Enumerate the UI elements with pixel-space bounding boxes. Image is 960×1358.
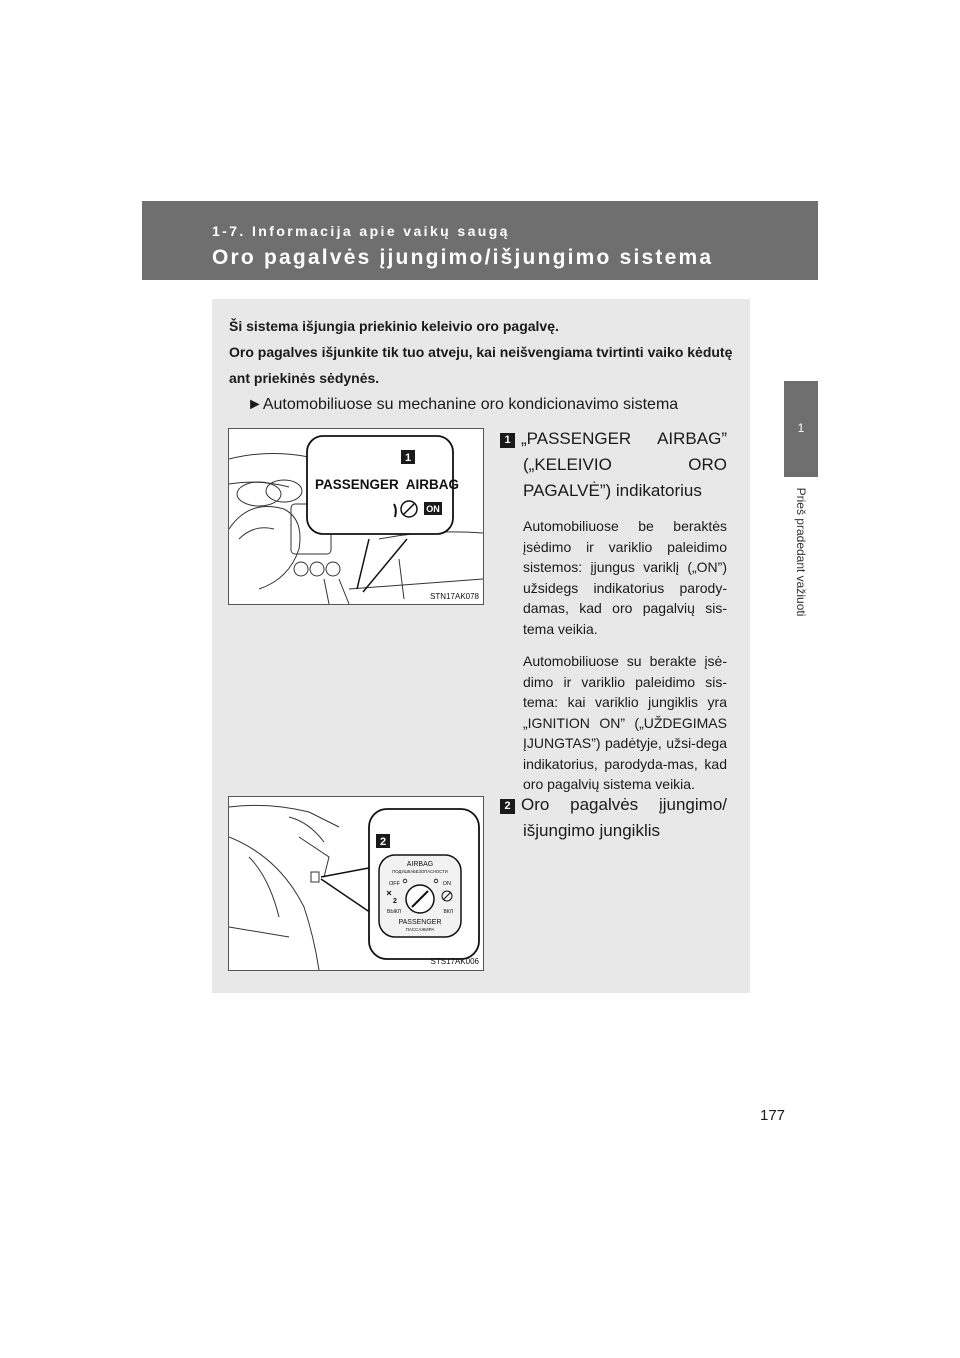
item-1-number-badge: 1	[500, 433, 515, 448]
intro-line-1: Ši sistema išjungia priekinio keleivio oro pagalvę.	[229, 318, 559, 334]
switch-digit: 2	[393, 898, 397, 905]
figure2-code: STS17AK006	[430, 957, 479, 966]
item-1-paragraph-1: Automobiliuose be beraktės įsėdimo ir variklio paleidimo sistemos: įjungus variklį („ON”) užsidegs indikatorius parody-damas, kad oro pagalvių sis-tema veikia.	[523, 518, 727, 637]
switch-airbag-label-ru: ПОДУШКАБЕЗОПАСНОСТИ	[392, 869, 448, 874]
chapter-label: Prieš pradedant važiuoti	[794, 487, 808, 617]
item-1-paragraph-2: Automobiliuose su berakte įsė-dimo ir variklio paleidimo sis-tema: kai variklio jungiklis yra „IGNITION ON” („UŽDEGIMAS ĮJUNGTAS”) padėtyje, užsi-dega indikatorius, parodyda-mas, kad oro pagalvių sistema veikia.	[523, 653, 727, 792]
intro-line-2: Oro pagalves išjunkite tik tuo atveju, kai neišvengiama tvirtinti vaiko kėdutę ant priekinės sėdynės.	[229, 344, 733, 386]
item-1-heading-text: „PASSENGER AIRBAG” („KELEIVIO ORO PAGALVĖ”) indikatorius	[521, 429, 727, 500]
item-2-heading	[500, 792, 727, 844]
chapter-label-container	[756, 482, 846, 622]
item-1-heading	[500, 426, 727, 504]
figure2-callout-number: 2	[379, 836, 387, 848]
figure1-indicator-label: PASSENGER AIRBAG	[314, 477, 460, 492]
switch-on-label-ru: ВКЛ	[443, 909, 453, 915]
figure-dashboard-indicator	[228, 428, 484, 605]
variant-subheading: ►Automobiliuose su mechanine oro kondicionavimo sistema	[247, 396, 679, 413]
item-2	[500, 792, 727, 844]
airbag-switch-illustration	[229, 797, 483, 970]
content-panel	[212, 299, 750, 993]
switch-on-label: ON	[442, 881, 451, 887]
figure1-on-label: ON	[426, 504, 440, 514]
section-subtitle: 1-7. Informacija apie vaikų saugą	[212, 223, 510, 239]
dashboard-illustration	[229, 429, 483, 604]
intro-text	[229, 313, 735, 391]
switch-passenger-label-ru: ПАССАЖИРА	[405, 927, 435, 932]
switch-airbag-label: AIRBAG	[406, 861, 434, 868]
item-2-number-badge: 2	[500, 799, 515, 814]
switch-off-label: OFF	[389, 881, 400, 887]
page-title: Oro pagalvės įjungimo/išjungimo sistema	[212, 246, 714, 269]
item-2-heading-text: Oro pagalvės įjungimo/ išjungimo jungiklis	[521, 795, 727, 840]
section-header	[142, 201, 818, 280]
switch-off-label-ru: ВЫКЛ	[387, 909, 401, 915]
item-1	[500, 426, 727, 795]
page-number: 177	[760, 1107, 786, 1124]
figure1-code: STN17AK078	[430, 592, 479, 601]
figure1-callout-number: 1	[404, 452, 412, 464]
figure-airbag-switch	[228, 796, 484, 971]
chapter-tab	[784, 381, 818, 477]
chapter-number: 1	[797, 421, 805, 435]
switch-passenger-label: PASSENGER	[398, 919, 442, 926]
